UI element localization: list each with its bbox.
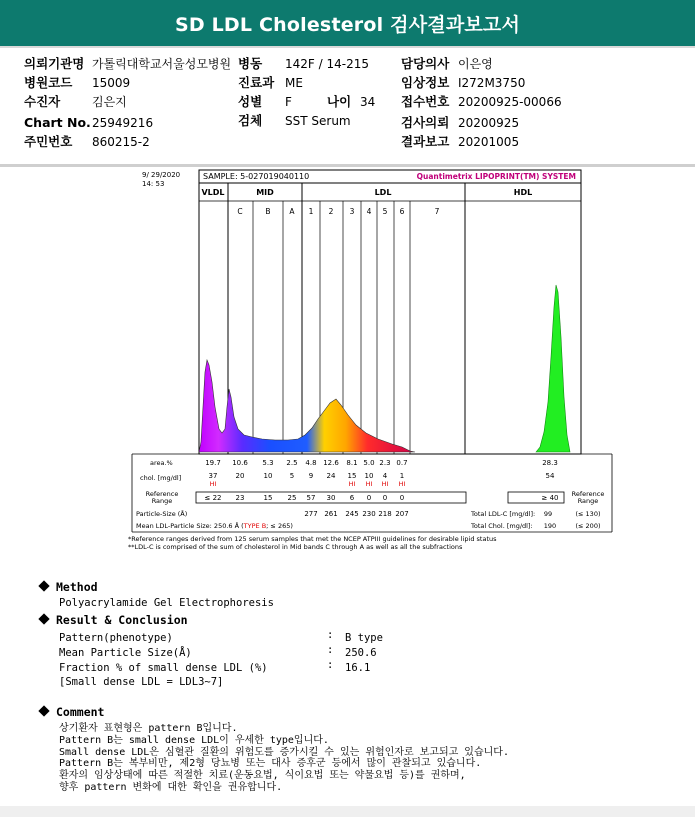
request-value: 20200925	[458, 116, 520, 130]
area-value: 5.3	[262, 459, 274, 467]
chol-flag: HI	[348, 480, 356, 488]
result-value: B type	[345, 632, 383, 644]
report-title-bar	[0, 0, 695, 48]
reference-value: 6	[349, 494, 355, 502]
method-heading: Method	[40, 580, 98, 594]
ward-label: 병동	[238, 56, 263, 71]
particle-size-value: 261	[324, 510, 338, 518]
total-chol-value: 190	[543, 522, 557, 530]
hospital-label: 의뢰기관명	[24, 56, 85, 71]
row-label-area: area.%	[150, 459, 173, 467]
age-value: 34	[360, 95, 376, 109]
result-colon: :	[327, 644, 334, 656]
request-label: 검사의뢰	[401, 115, 450, 130]
subfraction-label-1: 1	[308, 207, 314, 216]
chol-value: 5	[289, 472, 295, 480]
subfraction-label-5: 5	[382, 207, 388, 216]
reference-value: 57	[306, 494, 316, 502]
area-value: 5.0	[363, 459, 375, 467]
row-label-size: Particle-Size (Å)	[136, 510, 188, 518]
total-ldl-ref: (≤ 130)	[575, 510, 601, 518]
ward-value: 142F / 14-215	[285, 57, 369, 71]
specimen-label: 검체	[238, 113, 263, 128]
chol-flag: HI	[398, 480, 406, 488]
result-heading: Result & Conclusion	[40, 613, 188, 627]
doctor-value: 이은영	[458, 57, 493, 71]
total-chol-label: Total Chol. [mg/dl]:	[471, 522, 533, 530]
result-colon: :	[327, 629, 334, 641]
accession-label: 접수번호	[401, 94, 450, 109]
reference-value: 0	[399, 494, 405, 502]
reference-value: 23	[235, 494, 245, 502]
report-title: SD LDL Cholesterol 검사결과보고서	[174, 13, 521, 36]
row-label-ref-1: Reference	[145, 490, 179, 498]
chol-value: 1	[399, 472, 405, 480]
chart-no-value: 25949216	[92, 116, 154, 130]
mean-ldl-size: Mean LDL-Particle Size: 250.6 Å (TYPE B; ≤ 265)	[136, 522, 293, 530]
chol-value: 20	[235, 472, 245, 480]
hospital-value: 가톨릭대학교서울성모병원	[92, 57, 232, 71]
subfraction-label-7: 7	[434, 207, 440, 216]
particle-size-value: 207	[395, 510, 409, 518]
lipoprint-chart	[0, 167, 695, 562]
area-value: 19.7	[205, 459, 221, 467]
reference-value: ≤ 22	[204, 494, 222, 502]
bottom-strip	[0, 806, 695, 817]
ssn-value: 860215-2	[92, 135, 150, 149]
group-labels	[201, 188, 532, 197]
fraction-table	[136, 459, 604, 530]
chol-value: 24	[326, 472, 336, 480]
particle-size-value: 230	[362, 510, 376, 518]
patient-value: 김은지	[92, 95, 127, 109]
area-value: 12.6	[323, 459, 339, 467]
area-value: 2.3	[379, 459, 391, 467]
result-colon: :	[327, 659, 334, 671]
reference-value: 25	[287, 494, 297, 502]
chol-value: 15	[347, 472, 357, 480]
reference-value: 15	[263, 494, 273, 502]
diamond-bullet-icon	[38, 705, 49, 716]
result-value: 16.1	[345, 662, 371, 674]
specimen-value: SST Serum	[285, 114, 351, 128]
group-label-hdl: HDL	[513, 188, 533, 197]
accession-value: 20200925-00066	[458, 95, 562, 109]
chart-time: 14: 53	[142, 180, 165, 188]
chart-sample: SAMPLE: 5-027019040110	[203, 172, 310, 181]
comment-line: 환자의 임상상태에 따른 적절한 치료(운동요법, 식이요법 또는 약물요법 등)를 권하며,	[59, 770, 466, 782]
subfraction-labels	[237, 207, 439, 216]
subfraction-label-3: 3	[349, 207, 355, 216]
row-label-chol: chol. [mg/dl]	[140, 474, 182, 482]
comment-line: Small dense LDL은 심혈관 질환의 위험도를 증가시킬 수 있는 위험인자로 보고되고 있습니다.	[59, 746, 509, 758]
result-label: Fraction % of small dense LDL (%)	[59, 662, 268, 674]
ssn-label: 주민번호	[24, 134, 73, 149]
comment-heading: Comment	[40, 705, 104, 719]
footnote-1: *Reference ranges derived from 125 serum samples that met the NCEP ATPIII guidelines for desirable lipid status	[128, 535, 497, 543]
reference-value: 30	[326, 494, 336, 502]
chol-value: 9	[308, 472, 314, 480]
particle-size-value: 218	[378, 510, 392, 518]
row-label-ref-2: Range	[151, 497, 173, 505]
subfraction-label-6: 6	[399, 207, 405, 216]
result-label: Pattern(phenotype)	[59, 632, 173, 644]
sex-label: 성별	[238, 94, 263, 109]
method-text: Polyacrylamide Gel Electrophoresis	[59, 597, 274, 609]
particle-size-value: 245	[345, 510, 359, 518]
hospcode-label: 병원코드	[24, 75, 73, 90]
area-value: 2.5	[286, 459, 298, 467]
report-date-value: 20201005	[458, 135, 520, 149]
area-value: 8.1	[346, 459, 358, 467]
chol-flag: HI	[381, 480, 389, 488]
chol-value: 10	[364, 472, 374, 480]
subfraction-label-C: C	[237, 207, 243, 216]
area-value: 28.3	[542, 459, 558, 467]
hdl-reference-value: ≥ 40	[541, 494, 559, 502]
subfraction-label-2: 2	[328, 207, 334, 216]
comment-line: 향후 pattern 변화에 대한 확인을 권유합니다.	[59, 782, 283, 793]
chol-value: 4	[382, 472, 388, 480]
comment-line: 상기환자 표현형은 pattern B입니다.	[59, 723, 238, 734]
sex-value: F	[285, 95, 292, 109]
doctor-label: 담당의사	[401, 56, 450, 71]
diamond-bullet-icon	[38, 613, 49, 624]
dept-label: 진료과	[238, 75, 275, 90]
chol-value: 10	[263, 472, 273, 480]
age-label: 나이	[327, 94, 352, 109]
hdl-peak	[536, 285, 570, 452]
chart-title: Quantimetrix LIPOPRINT(TM) SYSTEM	[416, 172, 576, 181]
group-label-vldl: VLDL	[201, 188, 225, 197]
hospcode-value: 15009	[92, 76, 131, 90]
subfraction-label-A: A	[289, 207, 295, 216]
subfraction-label-4: 4	[366, 207, 372, 216]
result-value: 250.6	[345, 647, 377, 659]
dept-value: ME	[285, 76, 303, 90]
patient-info-block	[0, 52, 695, 164]
area-value: 0.7	[396, 459, 408, 467]
chol-flag: HI	[365, 480, 373, 488]
area-value: 4.8	[305, 459, 317, 467]
reference-value: 0	[382, 494, 388, 502]
patient-label: 수진자	[24, 94, 61, 109]
group-label-ldl: LDL	[374, 188, 392, 197]
diamond-bullet-icon	[38, 580, 49, 591]
chol-value: 54	[545, 472, 555, 480]
subfraction-label-B: B	[265, 207, 271, 216]
clinical-value: I272M3750	[458, 76, 526, 90]
total-ldl-value: 99	[543, 510, 553, 518]
comment-line: Pattern B는 small dense LDL이 우세한 type입니다.	[59, 734, 329, 746]
total-ldl-label: Total LDL-C [mg/dl]:	[471, 510, 536, 518]
report-date-label: 결과보고	[401, 134, 450, 149]
result-note: [Small dense LDL = LDL3~7]	[59, 676, 224, 688]
reference-value: 0	[366, 494, 372, 502]
chol-flag: HI	[209, 480, 217, 488]
chart-date: 9/ 29/2020	[142, 171, 181, 179]
hdl-ref-label-2: Range	[577, 497, 599, 505]
area-value: 10.6	[232, 459, 248, 467]
particle-size-value: 277	[304, 510, 318, 518]
footnote-2: **LDL-C is comprised of the sum of cholesterol in Mid bands C through A as well as all the subfractions	[128, 543, 463, 551]
lipoprotein-curve	[199, 360, 415, 452]
hdl-ref-label-1: Reference	[571, 490, 605, 498]
chol-value: 37	[208, 472, 218, 480]
total-chol-ref: (≤ 200)	[575, 522, 601, 530]
chart-no-label: Chart No.	[24, 115, 91, 130]
chart-frame	[199, 170, 581, 454]
clinical-label: 임상정보	[401, 75, 450, 90]
result-label: Mean Particle Size(Å)	[59, 647, 192, 659]
comment-line: Pattern B는 복부비만, 제2형 당뇨병 또는 대사 증후군 등에서 많이 관찰되고 있습니다.	[59, 758, 482, 770]
group-label-mid: MID	[256, 188, 274, 197]
